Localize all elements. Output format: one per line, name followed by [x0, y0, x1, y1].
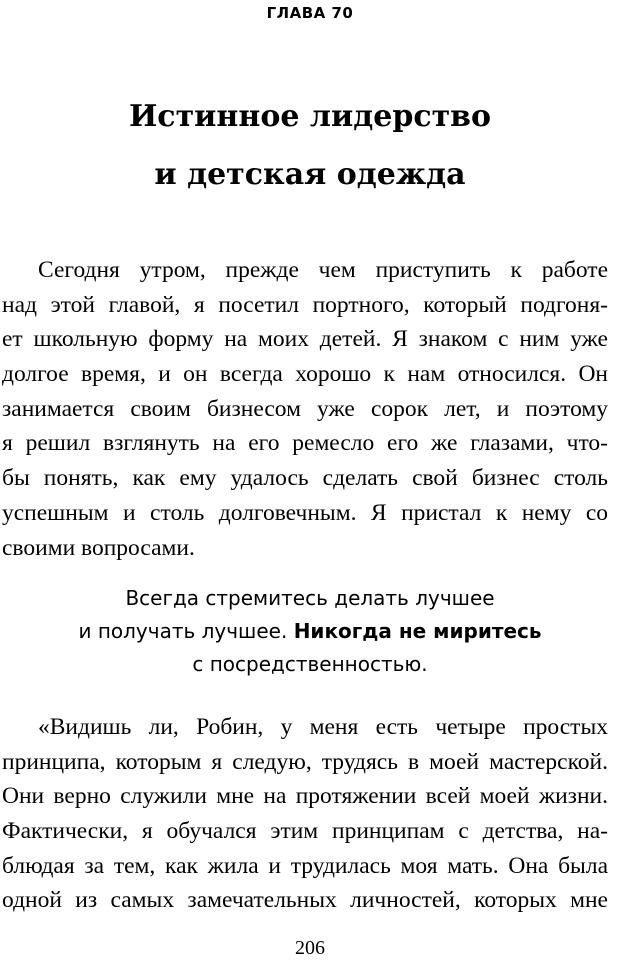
chapter-title-line-2: и детская одежда	[154, 157, 466, 192]
pull-quote	[0, 582, 620, 681]
paragraph-line: принципа, которым я следую, трудясь в моей мастерской.	[2, 748, 608, 775]
chapter-title-line-1: Истинное лидерство	[128, 99, 492, 134]
chapter-title	[0, 88, 620, 204]
paragraph-2	[0, 710, 620, 918]
paragraph-1	[0, 253, 620, 565]
paragraph-line: занимается своим бизнесом уже сорок лет, и поэтому	[2, 395, 608, 422]
paragraph-line: успешным и столь долговечным. Я пристал к нему со	[2, 499, 608, 526]
paragraph-line: я решил взглянуть на его ремесло его же глазами, что-	[2, 430, 608, 457]
paragraph-line: бы понять, как ему удалось сделать свой бизнес столь	[2, 465, 608, 492]
paragraph-line: долгое время, и он всегда хорошо к нам относился. Он	[2, 361, 608, 388]
paragraph-line: «Видишь ли, Робин, у меня есть четыре простых	[38, 714, 608, 740]
pull-quote-regular-text: и получать лучшее.	[78, 619, 294, 643]
paragraph-line: блюдая за тем, как жила и трудилась моя мать. Она была	[2, 852, 608, 879]
paragraph-line: Сегодня утром, прежде чем приступить к работе	[38, 257, 608, 283]
paragraph-line: Фактически, я обучался этим принципам с детства, на-	[2, 818, 608, 845]
paragraph-line: ет школьную форму на моих детей. Я знаком с ним уже	[2, 326, 608, 353]
page-number: 206	[295, 937, 325, 959]
paragraph-line: над этой главой, я посетил портного, который подгоня-	[2, 291, 608, 318]
paragraph-line: одной из самых замечательных личностей, которых мне	[2, 887, 608, 914]
pull-quote-line-1: Всегда стремитесь делать лучшее	[125, 586, 495, 610]
pull-quote-bold-text: Никогда не миритесь	[293, 619, 542, 643]
paragraph-line: Они верно служили мне на протяжении всей моей жизни.	[2, 783, 608, 810]
pull-quote-line-2	[0, 615, 620, 648]
running-head: ГЛАВА 70	[266, 4, 354, 22]
paragraph-line: своими вопросами.	[2, 534, 195, 561]
pull-quote-line-3: с посредственностью.	[192, 652, 428, 676]
